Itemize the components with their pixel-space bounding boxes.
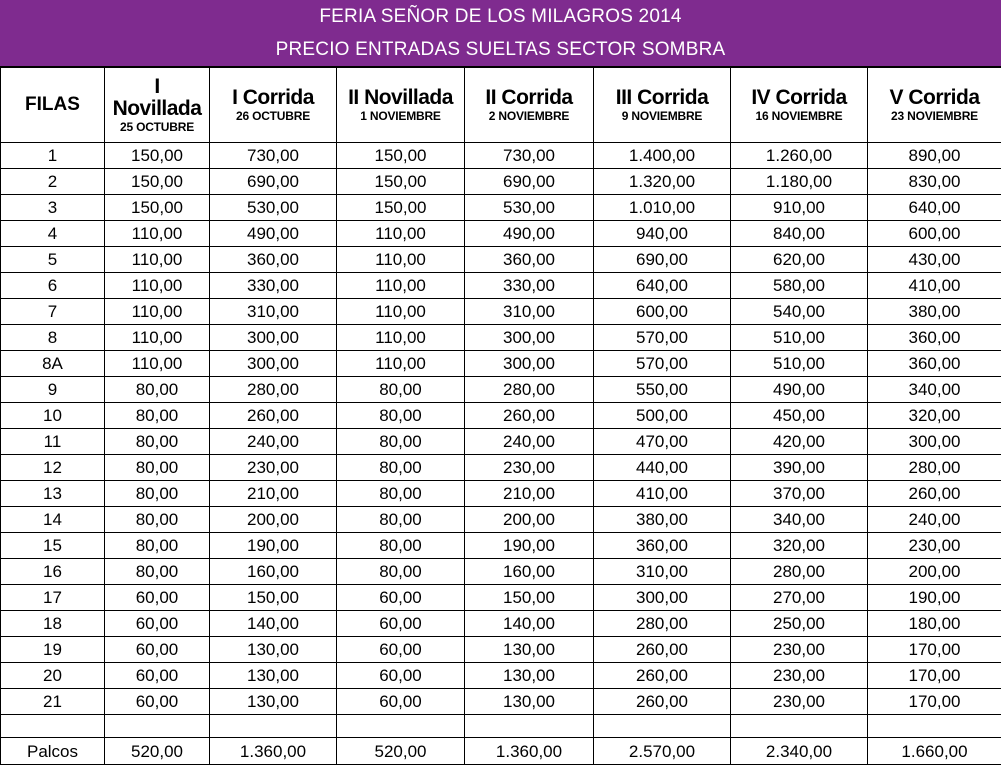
row-fila-cell: 13 [1,481,105,507]
price-cell: 80,00 [337,559,465,585]
event-date: 26 OCTUBRE [235,109,310,123]
price-cell: 170,00 [868,689,1001,715]
table-row [1,403,1001,429]
price-cell: 210,00 [210,481,337,507]
row-fila-cell: 16 [1,559,105,585]
table-header [1,68,1001,143]
price-cell: 600,00 [594,299,731,325]
price-cell: 730,00 [210,143,337,169]
price-cell: 80,00 [105,455,210,481]
price-cell: 80,00 [337,403,465,429]
price-cell: 130,00 [210,663,337,689]
event-date: 2 NOVIEMBRE [488,109,570,123]
table-row [1,455,1001,481]
price-cell: 570,00 [594,325,731,351]
column-header-event-1 [105,68,210,143]
price-cell: 620,00 [731,247,868,273]
column-header-event-2 [210,68,337,143]
price-cell: 80,00 [105,559,210,585]
column-header-event-7 [868,68,1001,143]
price-cell: 340,00 [731,507,868,533]
price-cell: 1.010,00 [594,195,731,221]
row-fila-cell: 3 [1,195,105,221]
table-row [1,351,1001,377]
column-header-event-6 [731,68,868,143]
price-cell: 390,00 [731,455,868,481]
palcos-label-cell: Palcos [1,738,105,765]
price-cell: 490,00 [731,377,868,403]
event-date: 25 OCTUBRE [119,120,194,134]
price-cell: 110,00 [337,299,465,325]
price-cell: 410,00 [594,481,731,507]
price-cell: 140,00 [465,611,594,637]
price-cell: 80,00 [105,481,210,507]
price-cell: 330,00 [465,273,594,299]
price-cell: 1.260,00 [731,143,868,169]
price-cell: 380,00 [868,299,1001,325]
price-cell: 130,00 [465,637,594,663]
price-cell: 170,00 [868,637,1001,663]
price-cell: 200,00 [868,559,1001,585]
empty-cell [731,715,868,738]
column-header-event-3 [337,68,465,143]
price-cell: 490,00 [210,221,337,247]
price-cell: 230,00 [868,533,1001,559]
table-row [1,299,1001,325]
row-fila-cell: 10 [1,403,105,429]
price-cell: 60,00 [337,585,465,611]
event-date: 23 NOVIEMBRE [891,109,978,123]
price-cell: 280,00 [868,455,1001,481]
empty-cell [868,715,1001,738]
row-fila-cell: 19 [1,637,105,663]
price-cell: 280,00 [594,611,731,637]
price-cell: 80,00 [337,533,465,559]
price-cell: 470,00 [594,429,731,455]
price-cell: 190,00 [465,533,594,559]
price-cell: 110,00 [337,325,465,351]
row-fila-cell: 4 [1,221,105,247]
price-cell: 260,00 [465,403,594,429]
price-cell: 230,00 [731,689,868,715]
event-name: III Corrida [615,86,709,109]
price-cell: 1.400,00 [594,143,731,169]
price-cell: 190,00 [210,533,337,559]
price-cell: 150,00 [105,169,210,195]
price-cell: 110,00 [105,221,210,247]
table-row [1,273,1001,299]
price-cell: 430,00 [868,247,1001,273]
event-date: 1 NOVIEMBRE [360,109,441,123]
table-row [1,195,1001,221]
price-cell: 540,00 [731,299,868,325]
price-cell: 570,00 [594,351,731,377]
empty-cell [465,715,594,738]
price-cell: 260,00 [594,663,731,689]
price-cell: 420,00 [731,429,868,455]
price-cell: 130,00 [465,663,594,689]
table-row [1,637,1001,663]
price-cell: 150,00 [465,585,594,611]
price-cell: 410,00 [868,273,1001,299]
empty-cell [105,715,210,738]
price-cell: 150,00 [337,143,465,169]
event-date: 9 NOVIEMBRE [621,109,703,123]
price-cell: 530,00 [210,195,337,221]
price-cell: 450,00 [731,403,868,429]
price-cell: 80,00 [105,377,210,403]
price-cell: 190,00 [868,585,1001,611]
price-cell: 360,00 [465,247,594,273]
row-fila-cell: 21 [1,689,105,715]
price-cell: 110,00 [337,351,465,377]
price-cell: 340,00 [868,377,1001,403]
table-row [1,533,1001,559]
price-cell: 380,00 [594,507,731,533]
price-cell: 310,00 [210,299,337,325]
row-fila-cell: 2 [1,169,105,195]
price-cell: 310,00 [594,559,731,585]
page-subtitle: PRECIO ENTRADAS SUELTAS SECTOR SOMBRA [275,39,726,60]
price-cell: 150,00 [105,195,210,221]
event-date: 16 NOVIEMBRE [755,109,843,123]
price-cell: 300,00 [868,429,1001,455]
price-cell: 360,00 [868,325,1001,351]
table-row [1,377,1001,403]
table-row [1,169,1001,195]
price-cell: 230,00 [210,455,337,481]
price-cell: 310,00 [465,299,594,325]
palcos-price-cell: 1.660,00 [868,738,1001,765]
palcos-price-cell: 2.570,00 [594,738,731,765]
price-cell: 240,00 [868,507,1001,533]
price-cell: 730,00 [465,143,594,169]
price-cell: 110,00 [105,351,210,377]
price-cell: 80,00 [337,507,465,533]
price-cell: 60,00 [105,663,210,689]
price-cell: 490,00 [465,221,594,247]
price-cell: 80,00 [105,429,210,455]
empty-cell [1,715,105,738]
price-cell: 370,00 [731,481,868,507]
table-row [1,429,1001,455]
price-cell: 150,00 [210,585,337,611]
price-cell: 640,00 [594,273,731,299]
table-row [1,585,1001,611]
price-cell: 910,00 [731,195,868,221]
price-table [0,67,1001,765]
price-cell: 200,00 [465,507,594,533]
price-cell: 250,00 [731,611,868,637]
price-cell: 80,00 [105,507,210,533]
price-cell: 60,00 [105,611,210,637]
column-header-event-5 [594,68,731,143]
table-row [1,611,1001,637]
price-cell: 110,00 [105,273,210,299]
price-cell: 110,00 [337,221,465,247]
event-name: Novillada [112,97,202,120]
price-cell: 160,00 [210,559,337,585]
price-cell: 280,00 [210,377,337,403]
event-name: IV Corrida [751,86,847,109]
price-cell: 360,00 [210,247,337,273]
price-cell: 300,00 [210,351,337,377]
palcos-price-cell: 1.360,00 [210,738,337,765]
price-cell: 320,00 [731,533,868,559]
row-fila-cell: 20 [1,663,105,689]
price-cell: 110,00 [337,273,465,299]
palcos-price-cell: 520,00 [105,738,210,765]
price-cell: 280,00 [465,377,594,403]
price-cell: 260,00 [210,403,337,429]
price-cell: 60,00 [105,637,210,663]
row-fila-cell: 15 [1,533,105,559]
row-fila-cell: 14 [1,507,105,533]
empty-cell [337,715,465,738]
table-row [1,663,1001,689]
price-cell: 150,00 [337,169,465,195]
table-row [1,559,1001,585]
table-row [1,507,1001,533]
price-cell: 60,00 [337,637,465,663]
table-row [1,481,1001,507]
row-fila-cell: 9 [1,377,105,403]
price-cell: 230,00 [731,663,868,689]
price-cell: 320,00 [868,403,1001,429]
event-number: I [154,75,160,98]
row-fila-cell: 5 [1,247,105,273]
price-cell: 170,00 [868,663,1001,689]
empty-cell [210,715,337,738]
price-cell: 530,00 [465,195,594,221]
blank-row [1,715,1001,738]
table-body [1,143,1001,765]
price-cell: 840,00 [731,221,868,247]
price-cell: 260,00 [868,481,1001,507]
price-cell: 510,00 [731,325,868,351]
event-name: I Corrida [232,86,314,109]
price-cell: 60,00 [105,689,210,715]
price-cell: 130,00 [210,637,337,663]
row-fila-cell: 7 [1,299,105,325]
price-cell: 130,00 [465,689,594,715]
palcos-row [1,738,1001,765]
table-row [1,325,1001,351]
price-cell: 830,00 [868,169,1001,195]
table-row [1,247,1001,273]
price-cell: 280,00 [731,559,868,585]
price-cell: 300,00 [210,325,337,351]
price-cell: 200,00 [210,507,337,533]
column-header-filas: FILAS [1,68,105,143]
price-cell: 180,00 [868,611,1001,637]
price-cell: 300,00 [465,351,594,377]
header-row [1,68,1001,143]
price-cell: 690,00 [465,169,594,195]
table-row [1,143,1001,169]
price-cell: 110,00 [105,325,210,351]
price-cell: 300,00 [594,585,731,611]
price-cell: 640,00 [868,195,1001,221]
price-cell: 690,00 [210,169,337,195]
price-cell: 240,00 [465,429,594,455]
price-cell: 440,00 [594,455,731,481]
row-fila-cell: 8A [1,351,105,377]
price-cell: 230,00 [465,455,594,481]
price-cell: 80,00 [337,377,465,403]
price-cell: 550,00 [594,377,731,403]
row-fila-cell: 11 [1,429,105,455]
price-cell: 150,00 [105,143,210,169]
price-cell: 150,00 [337,195,465,221]
price-cell: 80,00 [105,403,210,429]
palcos-price-cell: 1.360,00 [465,738,594,765]
table-row [1,221,1001,247]
palcos-price-cell: 520,00 [337,738,465,765]
price-cell: 80,00 [337,481,465,507]
price-cell: 110,00 [105,299,210,325]
price-cell: 60,00 [337,689,465,715]
palcos-price-cell: 2.340,00 [731,738,868,765]
price-cell: 270,00 [731,585,868,611]
price-cell: 580,00 [731,273,868,299]
price-cell: 360,00 [868,351,1001,377]
price-cell: 130,00 [210,689,337,715]
row-fila-cell: 18 [1,611,105,637]
price-cell: 230,00 [731,637,868,663]
price-cell: 210,00 [465,481,594,507]
price-cell: 330,00 [210,273,337,299]
price-cell: 160,00 [465,559,594,585]
title-banner [0,0,1001,67]
price-cell: 140,00 [210,611,337,637]
price-cell: 940,00 [594,221,731,247]
price-cell: 1.180,00 [731,169,868,195]
row-fila-cell: 12 [1,455,105,481]
price-cell: 690,00 [594,247,731,273]
event-name: II Novillada [348,86,453,109]
price-cell: 110,00 [337,247,465,273]
price-cell: 240,00 [210,429,337,455]
price-cell: 110,00 [105,247,210,273]
price-cell: 510,00 [731,351,868,377]
event-name: II Corrida [485,86,573,109]
price-cell: 60,00 [105,585,210,611]
price-cell: 300,00 [465,325,594,351]
price-cell: 80,00 [337,455,465,481]
page-title: FERIA SEÑOR DE LOS MILAGROS 2014 [319,6,682,27]
empty-cell [594,715,731,738]
price-cell: 1.320,00 [594,169,731,195]
row-fila-cell: 8 [1,325,105,351]
price-cell: 600,00 [868,221,1001,247]
row-fila-cell: 17 [1,585,105,611]
row-fila-cell: 1 [1,143,105,169]
price-cell: 60,00 [337,663,465,689]
price-cell: 890,00 [868,143,1001,169]
table-row [1,689,1001,715]
price-cell: 80,00 [337,429,465,455]
price-cell: 360,00 [594,533,731,559]
price-cell: 260,00 [594,637,731,663]
price-cell: 80,00 [105,533,210,559]
price-cell: 60,00 [337,611,465,637]
column-header-event-4 [465,68,594,143]
price-cell: 500,00 [594,403,731,429]
event-name: V Corrida [889,86,980,109]
row-fila-cell: 6 [1,273,105,299]
price-cell: 260,00 [594,689,731,715]
